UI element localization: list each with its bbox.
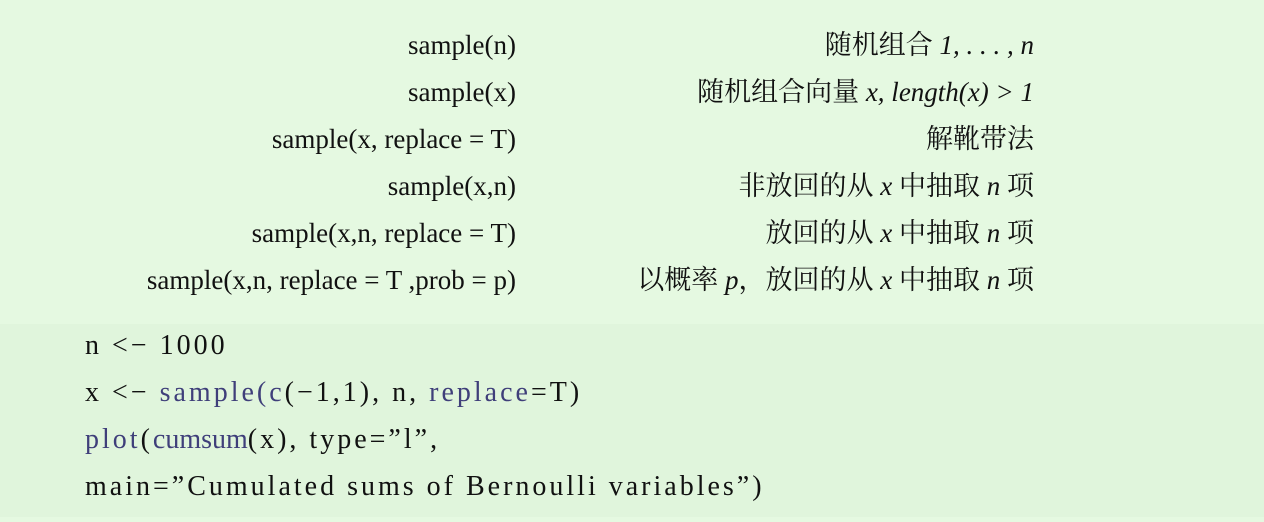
description-cell: 非放回的从 x 中抽取 n 项	[738, 171, 1034, 201]
function-table	[0, 22, 1264, 304]
description-cell: 以概率 p，放回的从 x 中抽取 n 项	[637, 265, 1034, 295]
description-cell: 放回的从 x 中抽取 n 项	[765, 218, 1034, 248]
command-cell: sample(x, replace = T)	[271, 124, 516, 154]
command-cell: sample(x)	[408, 77, 516, 107]
description-cell: 解靴带法	[926, 124, 1034, 154]
description-cell: 随机组合向量 x, length(x) > 1	[697, 77, 1034, 107]
code-line-2: x <− sample(c(−1,1), n, replace=T)	[85, 377, 583, 408]
code-block	[0, 324, 1264, 517]
table-row	[0, 116, 1264, 163]
code-line-3: plot(cumsum(x), type=”l”,	[85, 424, 441, 455]
table-row	[0, 22, 1264, 69]
command-cell: sample(x,n)	[387, 171, 516, 201]
command-cell: sample(n)	[408, 30, 516, 60]
command-cell: sample(x,n, replace = T)	[251, 218, 516, 248]
table-row	[0, 257, 1264, 304]
table-row	[0, 69, 1264, 116]
table-row	[0, 163, 1264, 210]
code-line-1: n <− 1000	[85, 330, 228, 361]
description-cell: 随机组合 1, . . . , n	[824, 30, 1034, 60]
command-cell: sample(x,n, replace = T ,prob = p)	[146, 265, 516, 295]
code-line-4: main=”Cumulated sums of Bernoulli variables”)	[85, 471, 765, 502]
table-row	[0, 210, 1264, 257]
